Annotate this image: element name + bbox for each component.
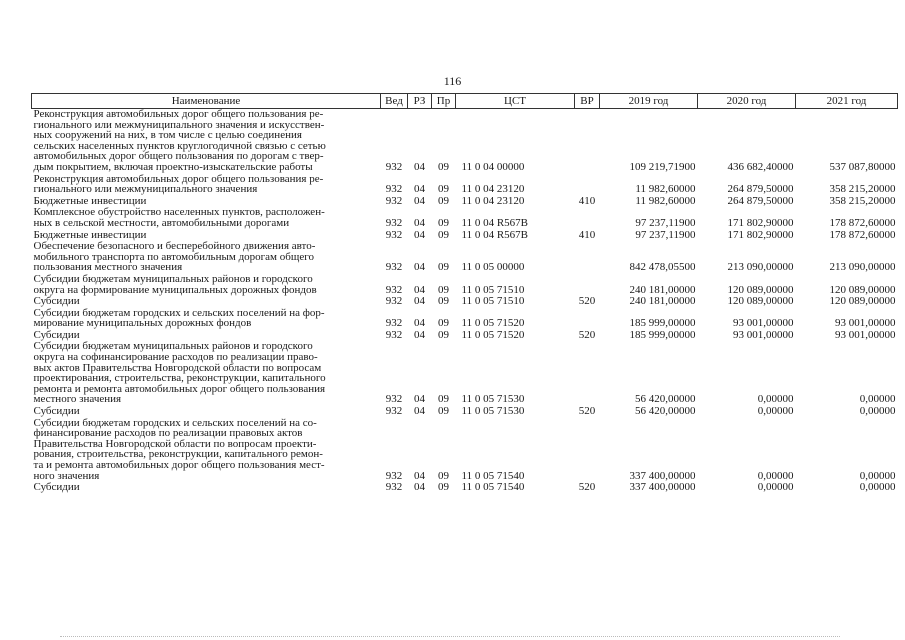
header-name: Наименование [32,94,381,109]
row-ved: 932 [385,469,403,482]
row-name-line: Субсидии бюджетам муниципальных районов и городского [33,273,313,285]
row-cst: 11 0 05 71520 [461,329,525,341]
row-vr [575,174,600,196]
row-2021: 0,00000 [859,482,896,494]
row-cst: 11 0 04 23120 [461,195,525,207]
row-vr [575,109,600,174]
row-2020: 120 089,00000 [727,283,794,296]
row-name-line: мирование муниципальных дорожных фондов [33,317,252,330]
row-pr: 09 [438,183,449,196]
row-ved: 932 [385,183,403,196]
row-pr: 09 [438,406,449,418]
row-2020: 436 682,40000 [727,160,794,173]
row-rz: 04 [414,406,425,418]
row-name-line: ных сооружений на них, в том числе с целью соединения [33,129,302,142]
row-cst: 11 0 04 R567B [461,216,529,229]
scan-edge-divider [60,635,840,637]
row-vr: 410 [578,229,596,241]
row-cst: 11 0 05 71520 [461,317,525,330]
row-cst: 11 0 05 71540 [461,482,525,494]
row-2019: 240 181,00000 [629,283,696,296]
row-name-line: местного значения [33,393,122,406]
page-number: 116 [443,74,462,88]
row-2020: 0,00000 [757,406,794,418]
row-name-line: Комплексное обустройство населенных пунктов, расположен- [33,207,325,219]
row-pr: 09 [438,329,449,341]
row-name-line: ремонта и ремонта автомобильных дорог общего пользования [33,382,326,395]
row-2021: 178 872,60000 [829,229,896,241]
row-2019: 11 982,60000 [635,195,696,207]
row-name [32,330,381,342]
row-cst: 11 0 04 00000 [461,160,525,173]
table-row [32,406,898,418]
row-name-line: Реконструкция автомобильных дорог общего пользования ре- [33,173,324,185]
row-2020: 120 089,00000 [727,296,794,308]
row-ved: 932 [385,195,403,207]
row-ved: 932 [385,317,403,330]
row-2021: 178 872,60000 [829,216,896,229]
row-name [32,482,381,494]
row-2019: 240 181,00000 [629,296,696,308]
row-ved: 932 [385,329,403,341]
row-vr [575,418,600,483]
row-name [32,196,381,208]
row-2019: 337 400,00000 [629,469,696,482]
row-name-line: пользования местного значения [33,261,183,274]
budget-table [31,93,898,494]
row-2021: 0,00000 [859,406,896,418]
table-row [32,196,898,208]
row-name-line: Бюджетные инвестиции [33,195,147,207]
row-rz: 04 [414,195,425,207]
row-2021: 93 001,00000 [835,329,896,341]
table-row [32,308,898,330]
row-2020: 171 802,90000 [727,216,794,229]
row-2020: 93 001,00000 [733,329,794,341]
row-2021: 0,00000 [859,393,896,406]
row-pr: 09 [438,195,449,207]
row-vr: 520 [578,296,596,308]
row-name [32,230,381,242]
row-vr [575,308,600,330]
row-vr: 410 [578,195,596,207]
row-name-line: Субсидии бюджетам городских и сельских поселений на фор- [33,307,325,319]
row-cst: 11 0 04 R567B [461,229,529,241]
row-pr: 09 [438,216,449,229]
row-name-line: ных в сельской местности, автомобильными дорогами [33,216,290,229]
row-rz: 04 [414,296,425,308]
row-vr: 520 [578,406,596,418]
row-rz: 04 [414,216,425,229]
row-name-line: Субсидии бюджетам муниципальных районов и городского [33,341,313,353]
table-row [32,274,898,296]
row-rz: 04 [414,160,425,173]
row-name-line: Субсидии [33,406,80,418]
table-row [32,207,898,229]
row-ved: 932 [385,482,403,494]
row-name-line: Субсидии [33,296,80,308]
table-body [32,109,898,494]
row-name-line: Субсидии [33,482,80,494]
header-cst: ЦСТ [456,94,575,109]
row-rz: 04 [414,469,425,482]
row-pr: 09 [438,296,449,308]
row-name-line: гионального или межмуниципального значения и искусствен- [33,118,325,131]
row-rz: 04 [414,183,425,196]
row-rz: 04 [414,261,425,274]
row-2020: 93 001,00000 [733,317,794,330]
header-vr: ВР [575,94,600,109]
row-name [32,174,381,196]
row-vr [575,274,600,296]
row-pr: 09 [438,261,449,274]
row-2019: 337 400,00000 [629,482,696,494]
table-row [32,230,898,242]
row-2020: 0,00000 [757,482,794,494]
table-row [32,482,898,494]
table-row [32,174,898,196]
header-rz: РЗ [408,94,432,109]
row-pr: 09 [438,317,449,330]
row-name [32,207,381,229]
row-name [32,109,381,174]
row-name-line: ного значения [33,469,100,482]
row-name-line: Реконструкция автомобильных дорог общего пользования ре- [33,108,324,120]
row-rz: 04 [414,317,425,330]
row-vr: 520 [578,329,596,341]
row-pr: 09 [438,469,449,482]
row-cst: 11 0 05 71510 [461,283,525,296]
row-ved: 932 [385,406,403,418]
table-row [32,241,898,274]
row-rz: 04 [414,229,425,241]
row-2020: 0,00000 [757,393,794,406]
row-cst: 11 0 05 71510 [461,296,525,308]
row-cst: 11 0 04 23120 [461,183,525,196]
row-2019: 56 420,00000 [635,406,696,418]
row-2019: 56 420,00000 [635,393,696,406]
row-name-line: финансирование расходов по реализации правовых актов [33,427,303,440]
row-2021: 120 089,00000 [829,283,896,296]
row-pr: 09 [438,283,449,296]
row-rz: 04 [414,329,425,341]
row-pr: 09 [438,160,449,173]
row-2019: 97 237,11900 [635,229,696,241]
row-2019: 109 219,71900 [629,160,696,173]
row-2020: 264 879,50000 [727,183,794,196]
row-ved: 932 [385,229,403,241]
row-ved: 932 [385,393,403,406]
row-2021: 213 090,00000 [829,261,896,274]
row-cst: 11 0 05 00000 [461,261,525,274]
header-2020: 2020 год [698,94,796,109]
row-name-line: Обеспечение безопасного и бесперебойного движения авто- [33,241,316,253]
table-row [32,109,898,174]
header-ved: Вед [381,94,408,109]
row-pr: 09 [438,482,449,494]
row-name [32,341,381,406]
row-name-line: рования, строительства, реконструкции, капитального ремон- [33,448,323,461]
row-vr [575,341,600,406]
row-2021: 93 001,00000 [835,317,896,330]
row-name [32,274,381,296]
row-2021: 358 215,20000 [829,183,896,196]
table-row [32,330,898,342]
row-ved: 932 [385,296,403,308]
row-2021: 537 087,80000 [829,160,896,173]
row-vr [575,207,600,229]
row-2021: 0,00000 [859,469,896,482]
row-name-line: автомобильных дорог общего пользования по дорогам с твер- [33,150,324,163]
row-2019: 185 999,00000 [629,329,696,341]
row-pr: 09 [438,393,449,406]
header-2019: 2019 год [600,94,698,109]
row-vr [575,241,600,274]
row-ved: 932 [385,283,403,296]
row-name-line: та и ремонта автомобильных дорог общего пользования мест- [33,459,325,471]
row-cst: 11 0 05 71530 [461,406,525,418]
row-name [32,406,381,418]
row-2019: 842 478,05500 [629,261,696,274]
row-name [32,308,381,330]
row-rz: 04 [414,482,425,494]
header-pr: Пр [432,94,456,109]
row-name-line: Правительства Новгородской области по вопросам проекти- [33,437,317,450]
row-name [32,296,381,308]
row-vr: 520 [578,482,596,494]
row-ved: 932 [385,160,403,173]
row-2020: 264 879,50000 [727,195,794,207]
table-header-row [32,94,898,109]
row-2020: 171 802,90000 [727,229,794,241]
row-name-line: округа на формирование муниципальных дорожных фондов [33,283,317,296]
row-2021: 120 089,00000 [829,296,896,308]
row-2019: 185 999,00000 [629,317,696,330]
row-2019: 97 237,11900 [635,216,696,229]
row-name-line: мобильного транспорта по автомобильным дорогам общего [33,250,314,263]
row-2020: 0,00000 [757,469,794,482]
row-name [32,418,381,483]
row-name [32,241,381,274]
row-2019: 11 982,60000 [635,183,696,196]
row-name-line: вых актов Правительства Новгородской области по вопросам [33,361,322,374]
row-name-line: Субсидии бюджетам городских и сельских поселений на со- [33,417,317,429]
table-row [32,296,898,308]
row-name-line: дым покрытием, включая проектно-изыскательские работы [33,160,313,173]
row-rz: 04 [414,393,425,406]
row-2020: 213 090,00000 [727,261,794,274]
row-name-line: гионального или межмуниципального значения [33,183,258,196]
row-name-line: проектирования, строительства, реконструкции, капитального [33,372,326,385]
row-ved: 932 [385,261,403,274]
row-name-line: Субсидии [33,329,80,341]
row-name-line: округа на софинансирование расходов по реализации право- [33,351,318,364]
row-ved: 932 [385,216,403,229]
row-cst: 11 0 05 71530 [461,393,525,406]
row-name-line: сельских населенных пунктов круглогодичной связью с сетью [33,139,326,152]
table-row [32,418,898,483]
row-pr: 09 [438,229,449,241]
row-name-line: Бюджетные инвестиции [33,229,147,241]
row-cst: 11 0 05 71540 [461,469,525,482]
table-row [32,341,898,406]
row-2021: 358 215,20000 [829,195,896,207]
row-rz: 04 [414,283,425,296]
header-2021: 2021 год [796,94,898,109]
